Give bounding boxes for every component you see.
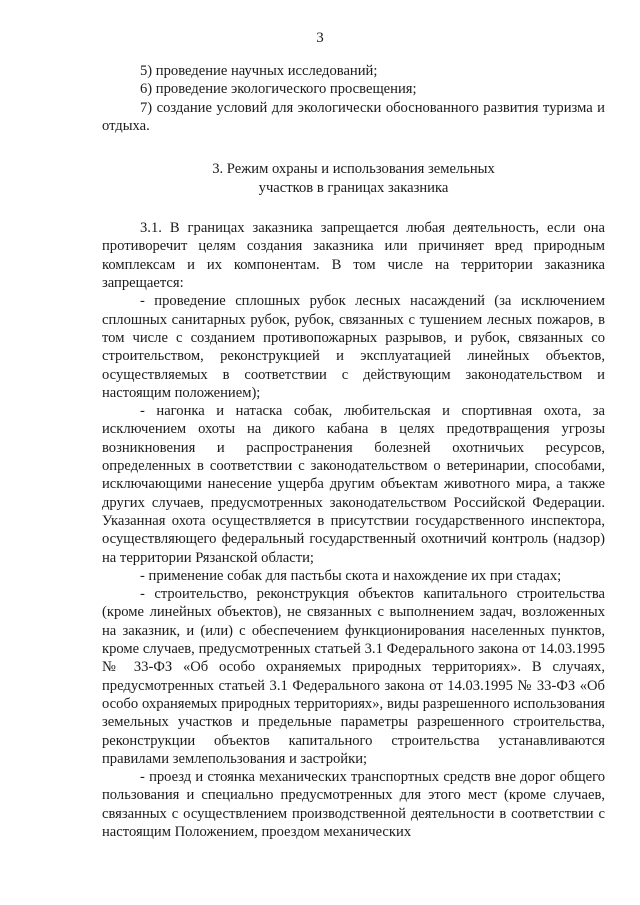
bullet-paragraph: - нагонка и натаска собак, любительская и спортивная охота, за исключением охоты на дикого кабана в целях предотвращения угрозы возникновения и распространения болезней охотничьих ресурсов, определенных в соответствии с законодательством о ветеринарии, способами, исключающими нанесение ущерба другим объектам животного мира, а также других случаев, предусмотренных законодательством Российской Федерации. Указанная охота осуществляется в присутствии государственного инспектора, осуществляющего федеральный государственный охотничий контроль (надзор) на территории Рязанской области; (102, 403, 605, 566)
list-item: 5) проведение научных исследований; (140, 63, 378, 79)
section-title (102, 160, 605, 197)
clause-paragraph: 3.1. В границах заказника запрещается любая деятельность, если она противоречит целям создания заказника или причиняет вред природным комплексам и их компонентам. В том числе на территории заказника запрещается: (102, 220, 605, 292)
bullet-paragraph: - проведение сплошных рубок лесных насаждений (за исключением сплошных санитарных рубок, рубок, связанных с тушением лесных пожаров, в том числе с созданием противопожарных разрывов, и рубок, связанных со строительством, реконструкцией и эксплуатацией линейных объектов, осуществляемых в соответствии с действующим законодательством и настоящим положением); (102, 293, 605, 401)
section-title-line: участков в границах заказника (258, 179, 449, 196)
page-number: 3 (316, 30, 324, 46)
bullet-paragraph: - строительство, реконструкция объектов капитального строительства (кроме линейных объектов), не связанных с выполнением задач, возложенных на заказник, и (или) с обеспечением функционирования населенных пунктов, кроме случаев, предусмотренных статьей 3.1 Федерального закона от 14.03.1995 № 33-ФЗ «Об особо охраняемых природных территориях». В случаях, предусмотренных статьей 3.1 Федерального закона от 14.03.1995 № 33-ФЗ «Об особо охраняемых природных территориях», виды разрешенного использования земельных участков и предельные параметры разрешенного строительства, реконструкции объектов капитального строительства устанавливаются правилами землепользования и застройки; (102, 586, 605, 767)
document-body (102, 62, 605, 841)
list-item: 7) создание условий для экологически обоснованного развития туризма и отдыха. (102, 99, 605, 134)
section-title-line: 3. Режим охраны и использования земельных (212, 161, 495, 178)
list-item: 6) проведение экологического просвещения; (140, 81, 417, 98)
bullet-paragraph: - применение собак для пастьбы скота и нахождение их при стадах; (140, 567, 562, 584)
bullet-paragraph: - проезд и стоянка механических транспортных средств вне дорог общего пользования и специально предусмотренных для этого мест (кроме случаев, связанных с осуществлением производственной деятельности в соответствии с настоящим Положением, проездом механических (102, 769, 605, 840)
